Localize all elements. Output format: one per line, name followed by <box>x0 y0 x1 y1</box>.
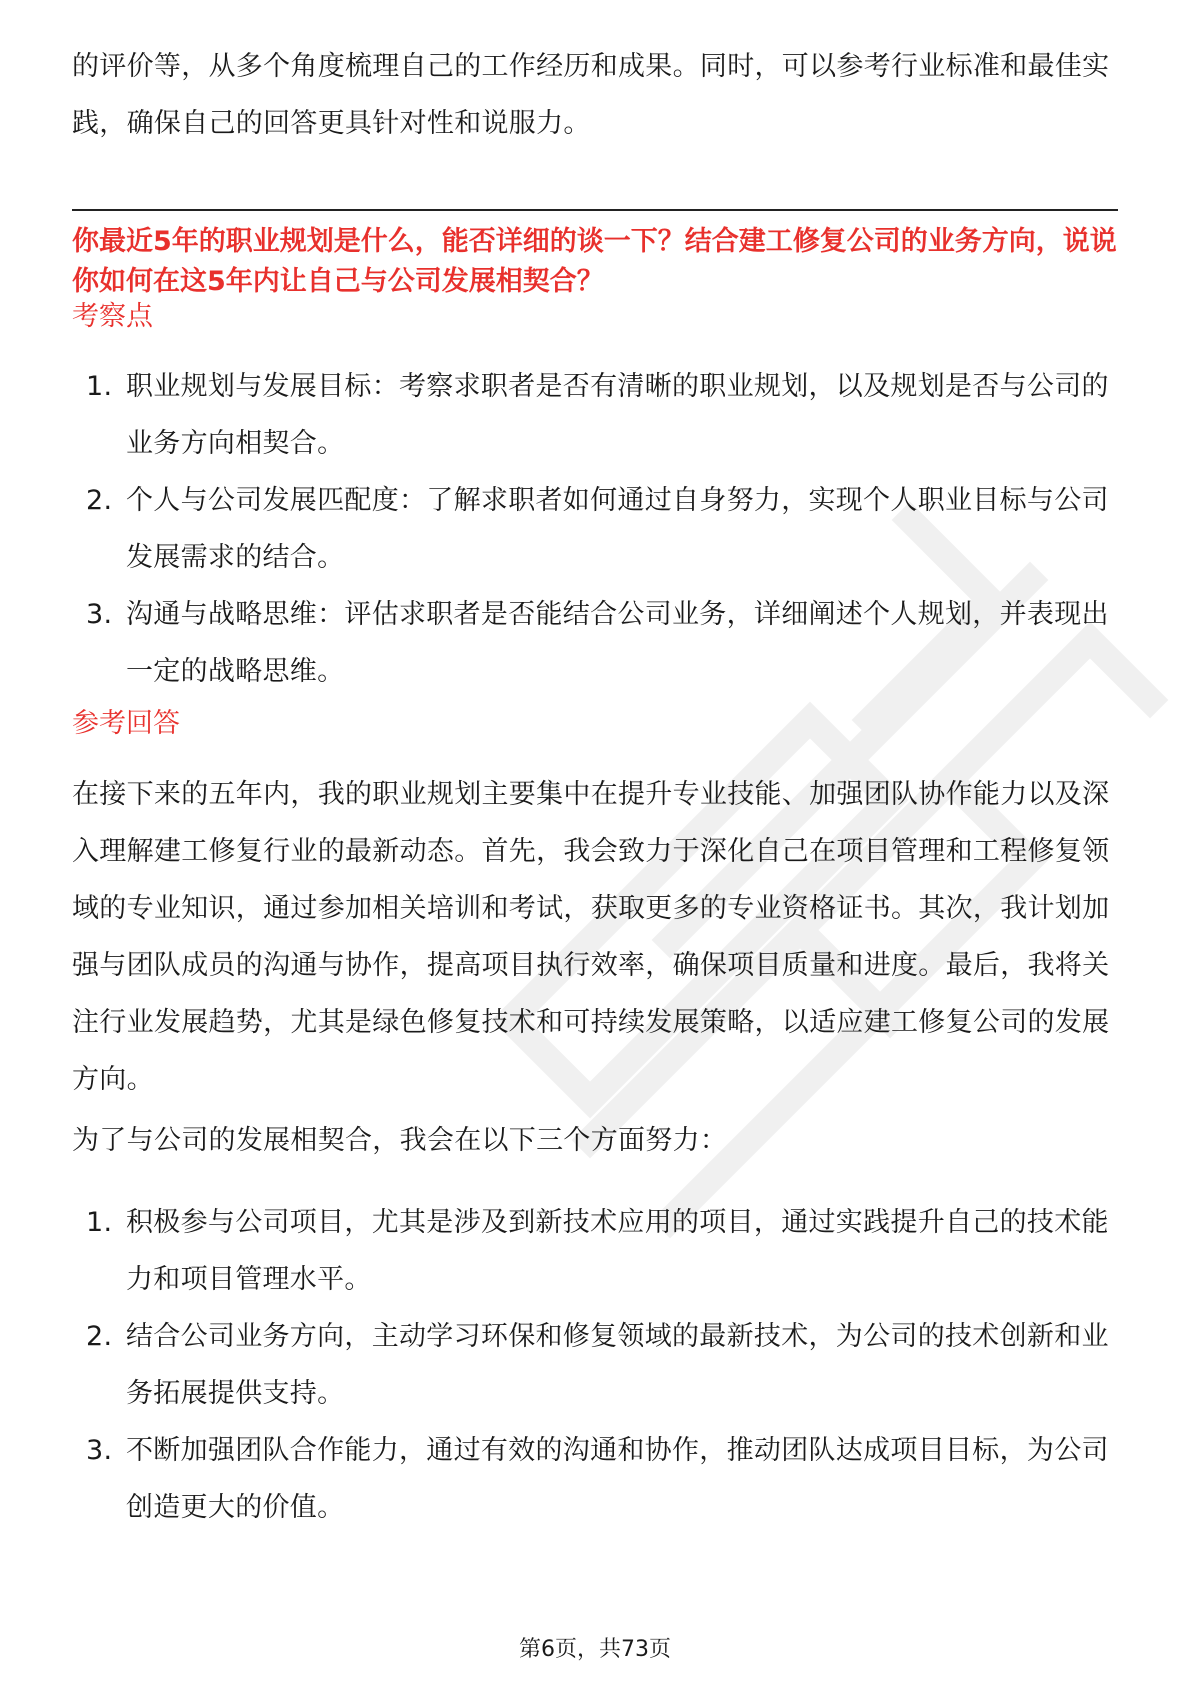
list-item-text: 沟通与战略思维：评估求职者是否能结合公司业务，详细阐述个人规划，并表现出一定的战略思维。 <box>126 599 1109 687</box>
list-number: 2. <box>86 485 113 516</box>
list-item <box>72 358 1118 472</box>
list-number: 2. <box>86 1321 113 1352</box>
list-item-text: 个人与公司发展匹配度：了解求职者如何通过自身努力，实现个人职业目标与公司发展需求的结合。 <box>126 485 1109 573</box>
list-item <box>72 472 1118 586</box>
list-item <box>72 1194 1118 1308</box>
list-number: 1. <box>86 1207 113 1238</box>
page-footer: 第6页，共73页 <box>519 1637 671 1662</box>
intro-paragraph: 的评价等，从多个角度梳理自己的工作经历和成果。同时，可以参考行业标准和最佳实践，确保自己的回答更具针对性和说服力。 <box>72 51 1110 139</box>
focus-heading: 考察点 <box>72 301 153 332</box>
list-number: 3. <box>86 599 113 630</box>
section-divider <box>72 209 1118 211</box>
list-item-text: 积极参与公司项目，尤其是涉及到新技术应用的项目，通过实践提升自己的技术能力和项目管理水平。 <box>126 1207 1109 1295</box>
list-item-text: 结合公司业务方向，主动学习环保和修复领域的最新技术，为公司的技术创新和业务拓展提供支持。 <box>126 1321 1109 1409</box>
interview-question: 你最近5年的职业规划是什么，能否详细的谈一下？结合建工修复公司的业务方向，说说你如何在这5年内让自己与公司发展相契合？ <box>72 226 1117 297</box>
efforts-list <box>72 1194 1118 1536</box>
list-item-text: 不断加强团队合作能力，通过有效的沟通和协作，推动团队达成项目目标，为公司创造更大的价值。 <box>126 1435 1109 1523</box>
focus-points-list <box>72 358 1118 700</box>
answer-paragraph: 在接下来的五年内，我的职业规划主要集中在提升专业技能、加强团队协作能力以及深入理解建工修复行业的最新动态。首先，我会致力于深化自己在项目管理和工程修复领域的专业知识，通过参加相关培训和考试，获取更多的专业资格证书。其次，我计划加强与团队成员的沟通与协作，提高项目执行效率，确保项目质量和进度。最后，我将关注行业发展趋势，尤其是绿色修复技术和可持续发展策略，以适应建工修复公司的发展方向。 <box>72 779 1110 1095</box>
list-item <box>72 1308 1118 1422</box>
answer-heading: 参考回答 <box>72 708 180 739</box>
list-number: 1. <box>86 371 113 402</box>
list-item <box>72 1422 1118 1536</box>
list-item-text: 职业规划与发展目标：考察求职者是否有清晰的职业规划，以及规划是否与公司的业务方向相契合。 <box>126 371 1109 459</box>
alignment-intro: 为了与公司的发展相契合，我会在以下三个方面努力： <box>72 1125 728 1156</box>
list-item <box>72 586 1118 700</box>
list-number: 3. <box>86 1435 113 1466</box>
